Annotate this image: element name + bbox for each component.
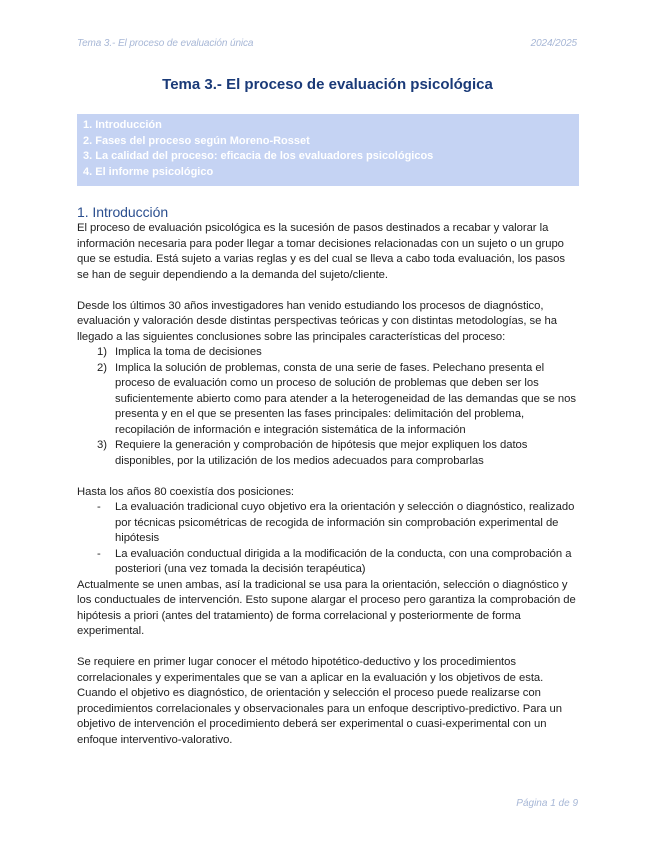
list-item-text: Implica la toma de decisiones [115,346,262,358]
positions-list [77,500,577,578]
page-title: Tema 3.- El proceso de evaluación psicológica [162,76,493,93]
list-marker: 3) [97,439,107,451]
list-item-text: La evaluación conductual dirigida a la modificación de la conducta, con una comprobación a posteriori (una vez tomada la decisión terapéutica) [115,547,572,575]
list-item-text: Requiere la generación y comprobación de hipótesis que mejor expliquen los datos disponibles, por la utilización de los medios adecuados para comprobarlas [115,439,528,467]
list-item [77,438,577,469]
list-item-text: La evaluación tradicional cuyo objetivo era la orientación y selección o diagnóstico, realizado por técnicas psicométricas de recogida de información sin comprobación experimental de hipótesis [115,501,575,544]
header-topic: Tema 3.- El proceso de evaluación única [77,38,254,49]
toc-item[interactable]: 1. Introducción [83,119,162,131]
table-of-contents [77,114,579,186]
paragraph: Actualmente se unen ambas, así la tradicional se usa para la orientación, selección o diagnóstico y los conductuales de intervención. Esto supone alargar el proceso pero garantiza la comprobación de hipótesis a priori (antes del tratamiento) de forma correlacional y posteriormente de forma experimental. [77,578,576,637]
document-body [77,203,577,748]
toc-item[interactable]: 4. El informe psicológico [83,165,214,178]
toc-item[interactable]: 2. Fases del proceso según Moreno-Rosset [83,134,310,147]
list-item [77,547,577,578]
paragraph: Desde los últimos 30 años investigadores han venido estudiando los procesos de diagnóstico, evaluación y valoración desde distintas perspectivas teóricas y con distintas metodologías, se ha llegado a las siguientes conclusiones sobre las principales características del proceso: [77,299,557,343]
section-heading: 1. Introducción [77,204,169,220]
list-item-text: Implica la solución de problemas, consta de una serie de fases. Pelechano presenta el proceso de evaluación como un proceso de solución de problemas que deben ser los suficientemente abierto como para atender a la heterogeneidad de las demandas que se nos presenta y en el que se presenten las fases principales: delimitación del problema, recopilación de información e integración sistemática de la información [115,361,576,436]
list-marker: - [97,501,101,513]
page-header [77,38,577,49]
paragraph: Se requiere en primer lugar conocer el método hipotético-deductivo y los procedimientos correlacionales y experimentales que se van a aplicar en la evaluación y los objetivos de esta. Cuando el objetivo es diagnóstico, de orientación y selección el proceso puede realizarse con procedimientos correlacionales y observacionales para un enfoque descriptivo-predictivo. Para un objetivo de intervención el procedimiento deberá ser experimental o cuasi-experimental con un enfoque interventivo-valorativo. [77,656,563,746]
list-item [77,361,577,439]
conclusions-list [77,345,577,469]
list-item [77,345,577,361]
list-marker: - [97,547,101,560]
list-marker: 1) [97,346,107,358]
paragraph: Hasta los años 80 coexistía dos posiciones: [77,485,295,498]
list-marker: 2) [97,361,107,374]
header-year: 2024/2025 [530,38,577,49]
list-item [77,500,577,547]
page-number: Página 1 de 9 [516,798,578,809]
paragraph: El proceso de evaluación psicológica es la sucesión de pasos destinados a recabar y valorar la información necesaria para poder llegar a tomar decisiones relacionadas con un sujeto o un grupo que se estudia. Está sujeto a varias reglas y es del cual se lleva a cabo toda evaluación, los pasos se han de seguir dependiendo a la demanda del sujeto/cliente. [77,222,565,281]
toc-item[interactable]: 3. La calidad del proceso: eficacia de los evaluadores psicológicos [83,150,434,162]
